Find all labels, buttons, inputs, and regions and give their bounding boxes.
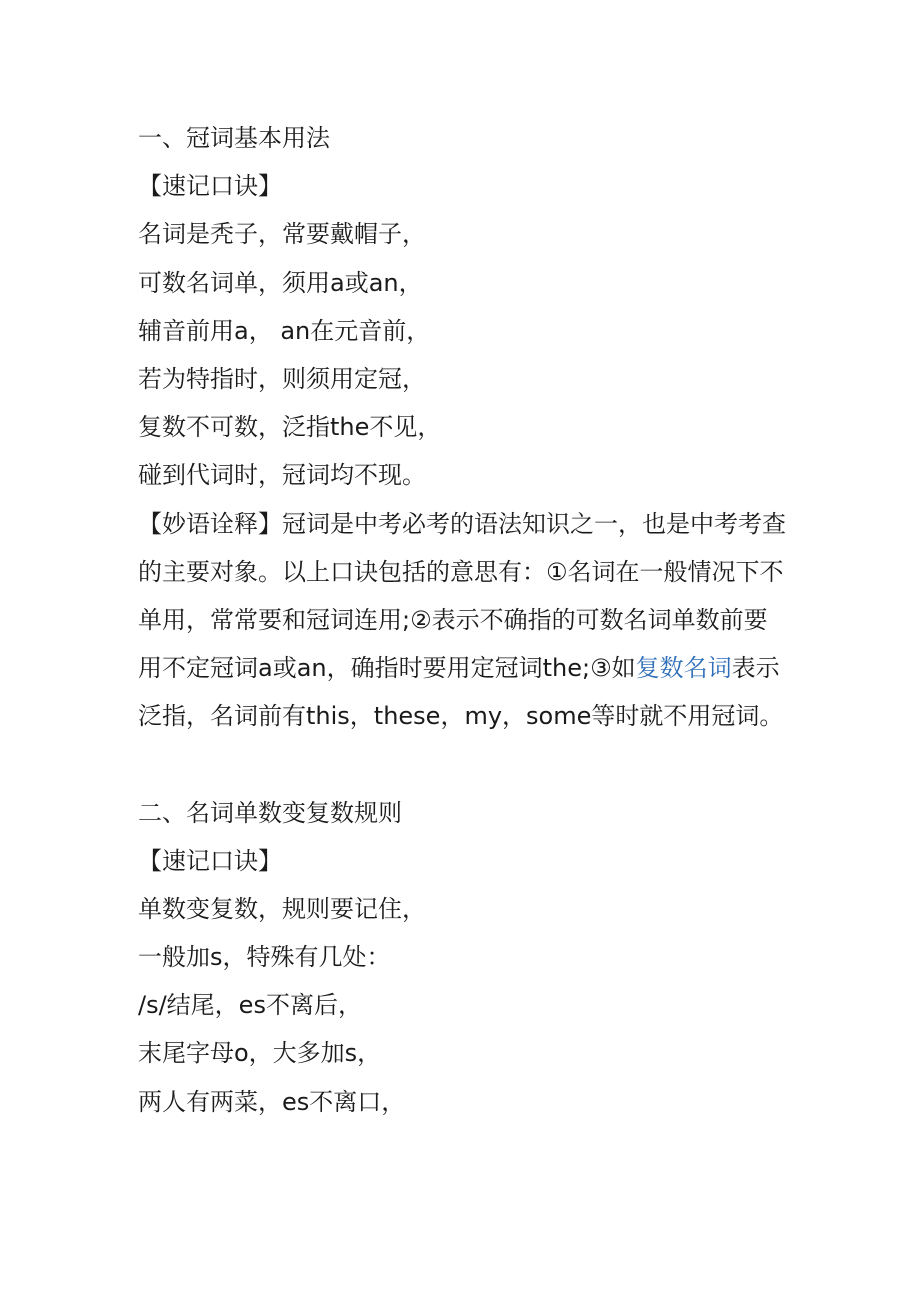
section2-mnemonic-line: 单数变复数，规则要记住， [138,894,426,923]
section-spacer [138,741,788,789]
section2-title: 二、名词单数变复数规则 [138,798,402,827]
section1-title: 一、冠词基本用法 [138,124,330,152]
explanation-label: 【妙语诠释】 [138,509,282,538]
section1-mnemonic-line: 可数名词单，须用a或an， [138,268,423,297]
plural-noun-link[interactable]: 复数名词 [635,654,732,683]
section1-mnemonic-line: 碰到代词时，冠词均不现。 [138,461,426,490]
section2-mnemonic-line: /s/结尾，es不离后， [138,991,362,1020]
section1-mnemonic-line: 名词是秃子，常要戴帽子， [138,220,426,249]
section1-explanation [138,500,788,741]
section2-mnemonic-line: 两人有两菜，es不离口， [138,1087,406,1116]
section1-mnemonic-line: 辅音前用a， an在元音前， [138,316,431,345]
section1-mnemonic-line: 若为特指时，则须用定冠， [138,364,426,393]
section2-mnemonic-label: 【速记口诀】 [138,846,282,875]
section2-mnemonic-line: 末尾字母o，大多加s， [138,1039,382,1068]
explanation-text-end: 表示泛指，名词前有this，these，my，some等时就不用冠词。 [138,654,784,731]
section1-mnemonic-label: 【速记口诀】 [138,172,282,201]
section1-mnemonic-line: 复数不可数，泛指the不见， [138,413,442,442]
explanation-text: 冠词是中考必考的语法知识之一，也是中考考查的主要对象。以上口诀包括的意思有：①名词在一般情况下不单用，常常要和冠词连用;②表示不确指的可数名词单数前要用不定冠词a或an，确指时要用定冠词the;③如 [138,509,786,683]
section2-mnemonic-line: 一般加s，特殊有几处： [138,943,391,972]
document-page [138,114,788,1126]
